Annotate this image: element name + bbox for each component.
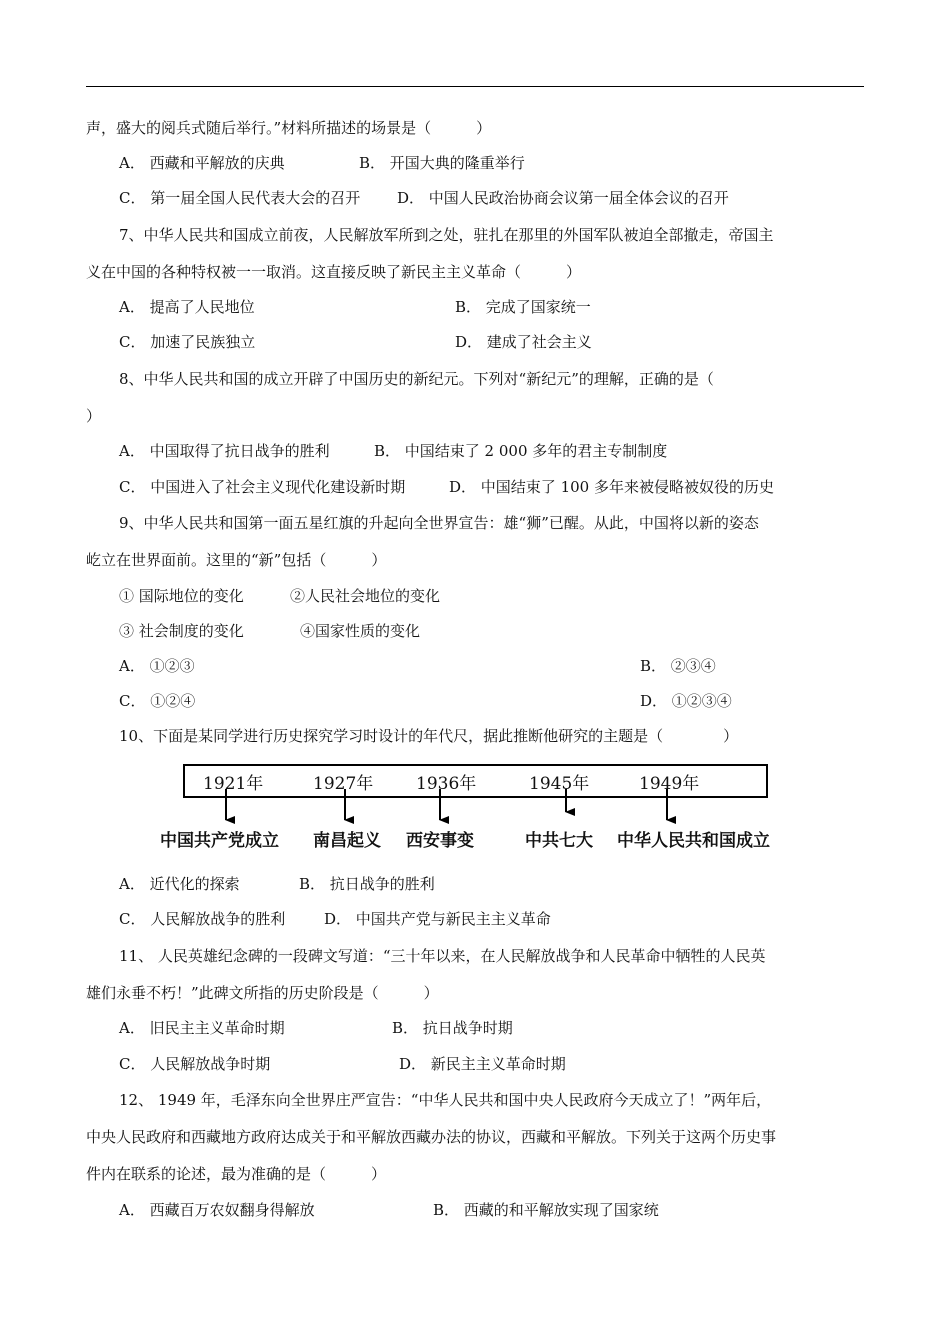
q10-option-a[interactable]: A． 近代化的探索 (119, 875, 240, 893)
q11-option-b[interactable]: B． 抗日战争时期 (392, 1019, 513, 1037)
q6-option-d[interactable]: D． 中国人民政治协商会议第一届全体会议的召开 (397, 189, 729, 207)
q7-option-b[interactable]: B． 完成了国家统一 (455, 298, 591, 316)
q11-stem-line1: 11、 人民英雄纪念碑的一段碑文写道：“三十年以来，在人民解放战争和人民革命中牺牲的人民英 (119, 947, 766, 965)
q8-option-b[interactable]: B． 中国结束了 2 000 多年的君主专制制度 (374, 442, 668, 460)
q9-option-d[interactable]: D． ①②③④ (640, 692, 732, 710)
q11-option-a[interactable]: A． 旧民主主义革命时期 (119, 1019, 285, 1037)
timeline-year: 1927年 (313, 774, 374, 794)
q10-option-d[interactable]: D． 中国共产党与新民主主义革命 (324, 910, 551, 928)
q9-option-b[interactable]: B． ②③④ (640, 657, 716, 675)
timeline-year: 1949年 (639, 774, 700, 794)
timeline-event: 中华人民共和国成立 (617, 831, 770, 851)
q9-option-a[interactable]: A． ①②③ (119, 657, 195, 675)
q6-option-a[interactable]: A． 西藏和平解放的庆典 (119, 154, 285, 172)
q9-statement-4: ④国家性质的变化 (300, 622, 421, 640)
q7-option-d[interactable]: D． 建成了社会主义 (455, 333, 592, 351)
timeline-year: 1936年 (416, 774, 477, 794)
q7-option-c[interactable]: C． 加速了民族独立 (119, 333, 256, 351)
q12-option-b[interactable]: B． 西藏的和平解放实现了国家统 (433, 1201, 659, 1219)
q8-stem-line2: ） (86, 407, 102, 425)
q11-option-c[interactable]: C． 人民解放战争时期 (119, 1055, 271, 1073)
timeline-year: 1945年 (529, 774, 590, 794)
q12-stem-line2: 中央人民政府和西藏地方政府达成关于和平解放西藏办法的协议，西藏和平解放。下列关于这两个历史事 (86, 1128, 777, 1146)
q11-stem-line2: 雄们永垂不朽！”此碑文所指的历史阶段是（ ） (86, 984, 439, 1002)
q8-option-c[interactable]: C． 中国进入了社会主义现代化建设新时期 (119, 478, 406, 496)
header-rule (86, 86, 864, 87)
timeline-event: 西安事变 (406, 831, 474, 851)
q11-option-d[interactable]: D． 新民主主义革命时期 (399, 1055, 566, 1073)
q8-stem-line1: 8、中华人民共和国的成立开辟了中国历史的新纪元。下列对“新纪元”的理解，正确的是（ (119, 370, 714, 388)
q10-option-c[interactable]: C． 人民解放战争的胜利 (119, 910, 286, 928)
q12-stem-line1: 12、 1949 年，毛泽东向全世界庄严宣告：“中华人民共和国中央人民政府今天成立了！”两年后， (119, 1091, 772, 1109)
q6-stem-continuation: 声，盛大的阅兵式随后举行。”材料所描述的场景是（ ） (86, 119, 492, 137)
q10-stem: 10、下面是某同学进行历史探究学习时设计的年代尺，据此推断他研究的主题是（ ） (119, 727, 739, 745)
q8-option-a[interactable]: A． 中国取得了抗日战争的胜利 (119, 442, 330, 460)
q9-option-c[interactable]: C． ①②④ (119, 692, 196, 710)
q7-stem-line2: 义在中国的各种特权被一一取消。这直接反映了新民主主义革命（ ） (86, 263, 582, 281)
q12-option-a[interactable]: A． 西藏百万农奴翻身得解放 (119, 1201, 315, 1219)
q7-option-a[interactable]: A． 提高了人民地位 (119, 298, 255, 316)
q9-statement-1: ① 国际地位的变化 (119, 587, 244, 605)
q6-option-c[interactable]: C． 第一届全国人民代表大会的召开 (119, 189, 361, 207)
q8-option-d[interactable]: D． 中国结束了 100 多年来被侵略被奴役的历史 (449, 478, 774, 496)
q9-statement-2: ②人民社会地位的变化 (290, 587, 441, 605)
q7-stem-line1: 7、中华人民共和国成立前夜，人民解放军所到之处，驻扎在那里的外国军队被迫全部撤走，帝国主 (119, 226, 774, 244)
q9-stem-line1: 9、中华人民共和国第一面五星红旗的升起向全世界宣告：雄“狮”已醒。从此，中国将以新的姿态 (119, 514, 759, 532)
q6-option-b[interactable]: B． 开国大典的隆重举行 (359, 154, 525, 172)
timeline-event: 南昌起义 (313, 831, 381, 851)
timeline-event: 中国共产党成立 (160, 831, 279, 851)
q9-stem-line2: 屹立在世界面前。这里的“新”包括（ ） (86, 551, 387, 569)
q12-stem-line3: 件内在联系的论述，最为准确的是（ ） (86, 1165, 387, 1183)
q9-statement-3: ③ 社会制度的变化 (119, 622, 244, 640)
timeline-year: 1921年 (203, 774, 264, 794)
q10-option-b[interactable]: B． 抗日战争的胜利 (299, 875, 435, 893)
timeline-event: 中共七大 (525, 831, 593, 851)
